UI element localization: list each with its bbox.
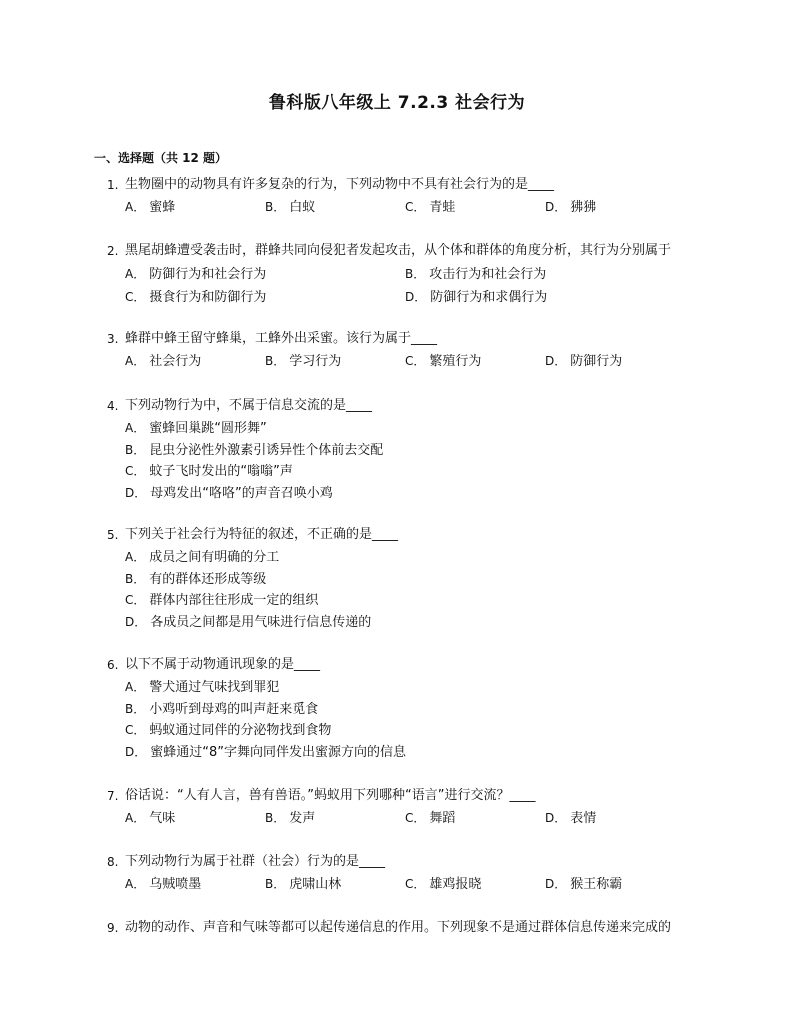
question-number: 2.: [107, 244, 119, 258]
option-b: B． 有的群体还形成等级: [125, 571, 267, 587]
question-number: 7.: [107, 789, 119, 803]
option-a: A． 成员之间有明确的分工: [125, 550, 280, 565]
option-b: B． 昆虫分泌性外激素引诱异性个体前去交配: [125, 442, 384, 458]
option-d: D． 各成员之间都是用气味进行信息传递的: [125, 614, 372, 630]
option-d: D． 猴王称霸: [545, 877, 623, 892]
option-b: B． 白蚁: [265, 200, 316, 215]
question-number: 6.: [107, 658, 119, 672]
question-number: 3.: [107, 332, 119, 346]
option-c: C． 繁殖行为: [405, 354, 482, 369]
option-a: A． 社会行为: [125, 354, 202, 369]
question-4: [107, 396, 727, 504]
option-d: D． 狒狒: [545, 200, 597, 215]
question-number: 1.: [107, 178, 119, 192]
option-c: C． 摄食行为和防御行为: [125, 290, 267, 305]
option-c: C． 青蛙: [405, 200, 456, 215]
option-c: C． 群体内部往往形成一定的组织: [125, 593, 319, 608]
option-a: A． 警犬通过气味找到罪犯: [125, 680, 280, 695]
option-b: B． 虎啸山林: [265, 877, 342, 892]
question-stem: 下列关于社会行为特征的叙述，不正确的是____: [125, 527, 399, 542]
question-stem: 俗话说：“人有人言，兽有兽语。”蚂蚁用下列哪种“语言”进行交流？____: [125, 788, 536, 803]
question-stem: 动物的动作、声音和气味等都可以起传递信息的作用。下列现象不是通过群体信息传递来完成的: [125, 920, 672, 935]
option-b: B． 发声: [265, 811, 316, 826]
option-a: A． 乌贼喷墨: [125, 877, 202, 892]
option-d: D． 母鸡发出“咯咯”的声音召唤小鸡: [125, 485, 333, 501]
question-stem: 下列动物行为属于社群（社会）行为的是____: [125, 854, 386, 869]
option-d: D． 防御行为: [545, 354, 623, 369]
question-number: 4.: [107, 399, 119, 413]
option-d: D． 蜜蜂通过“8”字舞向同伴发出蜜源方向的信息: [125, 744, 406, 760]
section-heading: 一、选择题（共 12 题）: [94, 151, 228, 165]
option-a: A． 防御行为和社会行为: [125, 267, 267, 282]
question-number: 9.: [107, 921, 119, 935]
option-c: C． 蚂蚁通过同伴的分泌物找到食物: [125, 723, 332, 738]
option-b: B． 小鸡听到母鸡的叫声赶来觅食: [125, 701, 319, 717]
option-a: A． 蜜蜂: [125, 200, 176, 215]
option-d: D． 表情: [545, 811, 597, 826]
option-a: A． 蜜蜂回巢跳“圆形舞”: [125, 421, 267, 436]
option-b: B． 学习行为: [265, 354, 342, 369]
option-a: A． 气味: [125, 811, 176, 826]
question-number: 5.: [107, 528, 119, 542]
question-stem: 生物圈中的动物具有许多复杂的行为，下列动物中不具有社会行为的是____: [125, 177, 555, 192]
option-b: B． 攻击行为和社会行为: [405, 267, 547, 282]
question-stem: 蜂群中蜂王留守蜂巢，工蜂外出采蜜。该行为属于____: [125, 331, 438, 346]
option-c: C． 雄鸡报晓: [405, 877, 482, 892]
option-c: C． 蚊子飞时发出的“嗡嗡”声: [125, 464, 293, 479]
question-6: [107, 655, 727, 763]
question-number: 8.: [107, 855, 119, 869]
question-5: [107, 525, 727, 633]
question-7: [107, 786, 727, 829]
page-title: 鲁科版八年级上 7.2.3 社会行为: [268, 93, 526, 113]
question-1: [107, 175, 727, 218]
question-8: [107, 852, 727, 895]
question-3: [107, 329, 727, 372]
option-c: C． 舞蹈: [405, 811, 456, 826]
question-stem: 下列动物行为中，不属于信息交流的是____: [125, 398, 373, 413]
option-d: D． 防御行为和求偶行为: [405, 290, 548, 305]
question-2: [107, 241, 727, 309]
question-9: [107, 918, 727, 938]
question-stem: 以下不属于动物通讯现象的是____: [125, 657, 321, 672]
question-stem: 黑尾胡蜂遭受袭击时，群蜂共同向侵犯者发起攻击，从个体和群体的角度分析，其行为分别属于: [125, 243, 672, 258]
